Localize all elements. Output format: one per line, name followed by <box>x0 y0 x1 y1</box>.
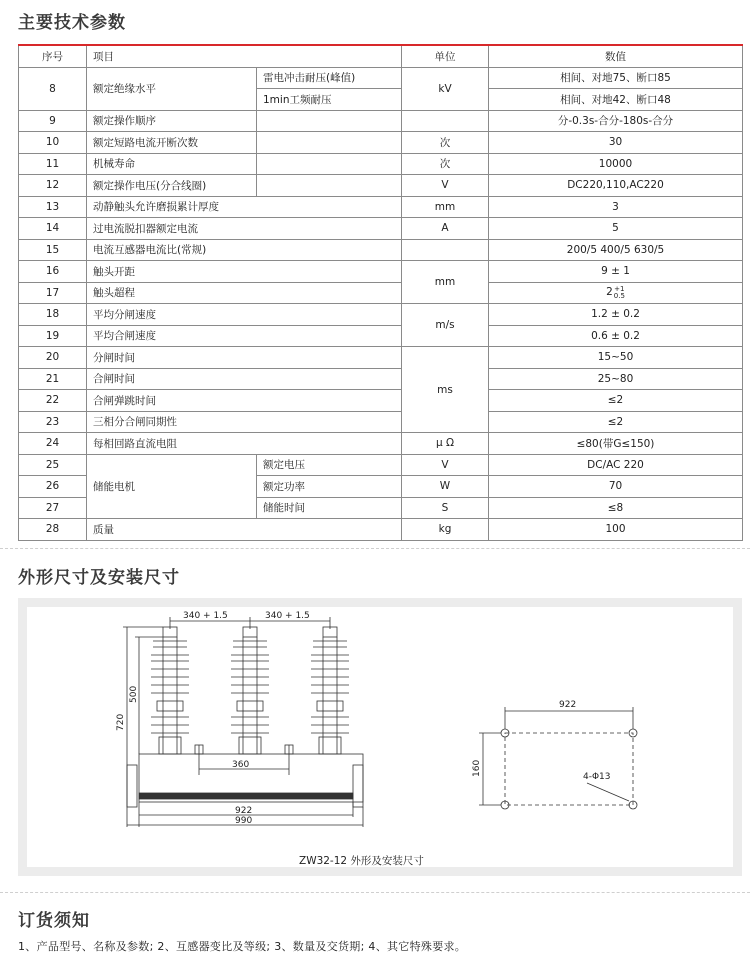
row-unit: μ Ω <box>402 433 489 455</box>
row-no: 15 <box>19 239 87 261</box>
row-value: DC/AC 220 <box>489 454 743 476</box>
params-section-title: 主要技术参数 <box>18 13 126 33</box>
row-unit: A <box>402 218 489 240</box>
params-table <box>18 44 743 541</box>
row-subitem: 储能时间 <box>257 497 402 519</box>
row-unit: W <box>402 476 489 498</box>
row-item: 分闸时间 <box>87 347 402 369</box>
table-header-row <box>19 45 743 67</box>
header-item: 项目 <box>87 45 402 67</box>
dim-label-height-total: 720 <box>116 713 126 731</box>
row-no: 23 <box>19 411 87 433</box>
row-no: 22 <box>19 390 87 412</box>
table-row <box>19 519 743 541</box>
row-unit: 次 <box>402 132 489 154</box>
row-unit: mm <box>402 261 489 304</box>
header-unit: 单位 <box>402 45 489 67</box>
row-item: 额定绝缘水平 <box>87 67 257 110</box>
row-item: 每相回路直流电阻 <box>87 433 402 455</box>
dim-label-990: 990 <box>235 816 253 826</box>
header-no: 序号 <box>19 45 87 67</box>
row-value: 25~80 <box>489 368 743 390</box>
row-value <box>489 282 743 304</box>
dim-label-hole-span: 922 <box>559 700 577 710</box>
row-item: 储能电机 <box>87 454 257 519</box>
row-no: 24 <box>19 433 87 455</box>
row-item: 平均分闸速度 <box>87 304 402 326</box>
row-value: 0.6 ± 0.2 <box>489 325 743 347</box>
row-value: 30 <box>489 132 743 154</box>
row-unit <box>402 239 489 261</box>
dim-label-922: 922 <box>235 806 253 816</box>
dimension-figure <box>27 607 733 867</box>
table-row <box>19 218 743 240</box>
row-item: 平均合闸速度 <box>87 325 402 347</box>
row-value: ≤2 <box>489 411 743 433</box>
table-row <box>19 132 743 154</box>
table-row <box>19 454 743 476</box>
row-no: 28 <box>19 519 87 541</box>
row-item: 额定操作顺序 <box>87 110 257 132</box>
row-item: 额定操作电压(分合线圈) <box>87 175 257 197</box>
row-item: 三相分合闸同期性 <box>87 411 402 433</box>
row-value: 相间、对地42、断口48 <box>489 89 743 111</box>
row-no: 12 <box>19 175 87 197</box>
row-no: 8 <box>19 67 87 110</box>
table-row <box>19 304 743 326</box>
row-value: 9 ± 1 <box>489 261 743 283</box>
row-item: 质量 <box>87 519 402 541</box>
table-row <box>19 411 743 433</box>
row-value: 10000 <box>489 153 743 175</box>
row-item: 动静触头允许磨损累计厚度 <box>87 196 402 218</box>
table-row <box>19 153 743 175</box>
table-row <box>19 261 743 283</box>
dim-label-phase-right: 340 + 1.5 <box>265 611 310 621</box>
table-row <box>19 67 743 89</box>
row-unit: m/s <box>402 304 489 347</box>
value-tolerance <box>614 286 625 300</box>
table-row <box>19 325 743 347</box>
row-item: 合闸弹跳时间 <box>87 390 402 412</box>
row-value: DC220,110,AC220 <box>489 175 743 197</box>
row-item: 触头开距 <box>87 261 402 283</box>
row-subitem: 雷电冲击耐压(峰值) <box>257 67 402 89</box>
table-row <box>19 347 743 369</box>
table-row <box>19 239 743 261</box>
insulator-left <box>151 627 189 754</box>
row-item: 电流互感器电流比(常规) <box>87 239 402 261</box>
dim-label-360: 360 <box>232 760 250 770</box>
row-item: 过电流脱扣器额定电流 <box>87 218 402 240</box>
bracket-left <box>127 765 137 807</box>
section-divider <box>0 892 750 893</box>
row-subitem <box>257 153 402 175</box>
table-row <box>19 368 743 390</box>
row-unit: mm <box>402 196 489 218</box>
row-no: 9 <box>19 110 87 132</box>
row-no: 18 <box>19 304 87 326</box>
figure-caption: ZW32-12 外形及安装尺寸 <box>299 855 424 867</box>
row-unit: S <box>402 497 489 519</box>
row-no: 11 <box>19 153 87 175</box>
header-value: 数值 <box>489 45 743 67</box>
row-no: 26 <box>19 476 87 498</box>
row-value: 5 <box>489 218 743 240</box>
row-subitem: 额定电压 <box>257 454 402 476</box>
row-subitem <box>257 132 402 154</box>
row-subitem: 1min工频耐压 <box>257 89 402 111</box>
row-value: 分-0.3s-合分-180s-合分 <box>489 110 743 132</box>
section-divider <box>0 548 750 549</box>
table-row <box>19 433 743 455</box>
table-row <box>19 390 743 412</box>
row-no: 13 <box>19 196 87 218</box>
table-row <box>19 175 743 197</box>
row-unit: V <box>402 454 489 476</box>
row-value: ≤8 <box>489 497 743 519</box>
row-value: 100 <box>489 519 743 541</box>
row-unit: kV <box>402 67 489 110</box>
row-no: 27 <box>19 497 87 519</box>
row-item: 触头超程 <box>87 282 402 304</box>
mounting-rail <box>139 793 353 799</box>
row-unit: V <box>402 175 489 197</box>
row-no: 10 <box>19 132 87 154</box>
row-no: 17 <box>19 282 87 304</box>
row-no: 21 <box>19 368 87 390</box>
row-value: 70 <box>489 476 743 498</box>
row-unit: ms <box>402 347 489 433</box>
row-unit: kg <box>402 519 489 541</box>
value-base: 2 <box>606 285 613 298</box>
dim-label-hole-spec: 4-Φ13 <box>583 772 611 782</box>
insulator-middle <box>231 627 269 754</box>
bracket-right <box>353 765 363 807</box>
dim-label-height-insulator: 500 <box>129 685 139 703</box>
dim-label-phase-left: 340 + 1.5 <box>183 611 228 621</box>
order-notes: 1、产品型号、名称及参数; 2、互感器变比及等级; 3、数量及交货期; 4、其它特殊要求。 <box>18 940 467 953</box>
row-subitem <box>257 175 402 197</box>
row-unit <box>402 110 489 132</box>
dim-label-hole-height: 160 <box>472 759 482 777</box>
row-value: 相间、对地75、断口85 <box>489 67 743 89</box>
table-row <box>19 282 743 304</box>
row-no: 16 <box>19 261 87 283</box>
row-value: 3 <box>489 196 743 218</box>
order-section-title: 订货须知 <box>18 911 90 931</box>
row-value: 15~50 <box>489 347 743 369</box>
value-sup: +1 <box>614 284 625 293</box>
dimension-drawing <box>27 607 733 867</box>
row-unit: 次 <box>402 153 489 175</box>
row-value: 200/5 400/5 630/5 <box>489 239 743 261</box>
row-item: 合闸时间 <box>87 368 402 390</box>
dimension-figure-frame <box>18 598 742 876</box>
row-subitem <box>257 110 402 132</box>
row-item: 额定短路电流开断次数 <box>87 132 257 154</box>
row-no: 20 <box>19 347 87 369</box>
row-value: ≤2 <box>489 390 743 412</box>
row-no: 19 <box>19 325 87 347</box>
row-value: 1.2 ± 0.2 <box>489 304 743 326</box>
table-row <box>19 110 743 132</box>
row-value: ≤80(带G≤150) <box>489 433 743 455</box>
value-sub: 0.5 <box>613 291 625 300</box>
hole-leader <box>587 783 629 801</box>
row-subitem: 额定功率 <box>257 476 402 498</box>
dims-section-title: 外形尺寸及安装尺寸 <box>18 568 180 588</box>
table-row <box>19 196 743 218</box>
row-item: 机械寿命 <box>87 153 257 175</box>
row-no: 25 <box>19 454 87 476</box>
insulator-right <box>311 627 349 754</box>
row-no: 14 <box>19 218 87 240</box>
